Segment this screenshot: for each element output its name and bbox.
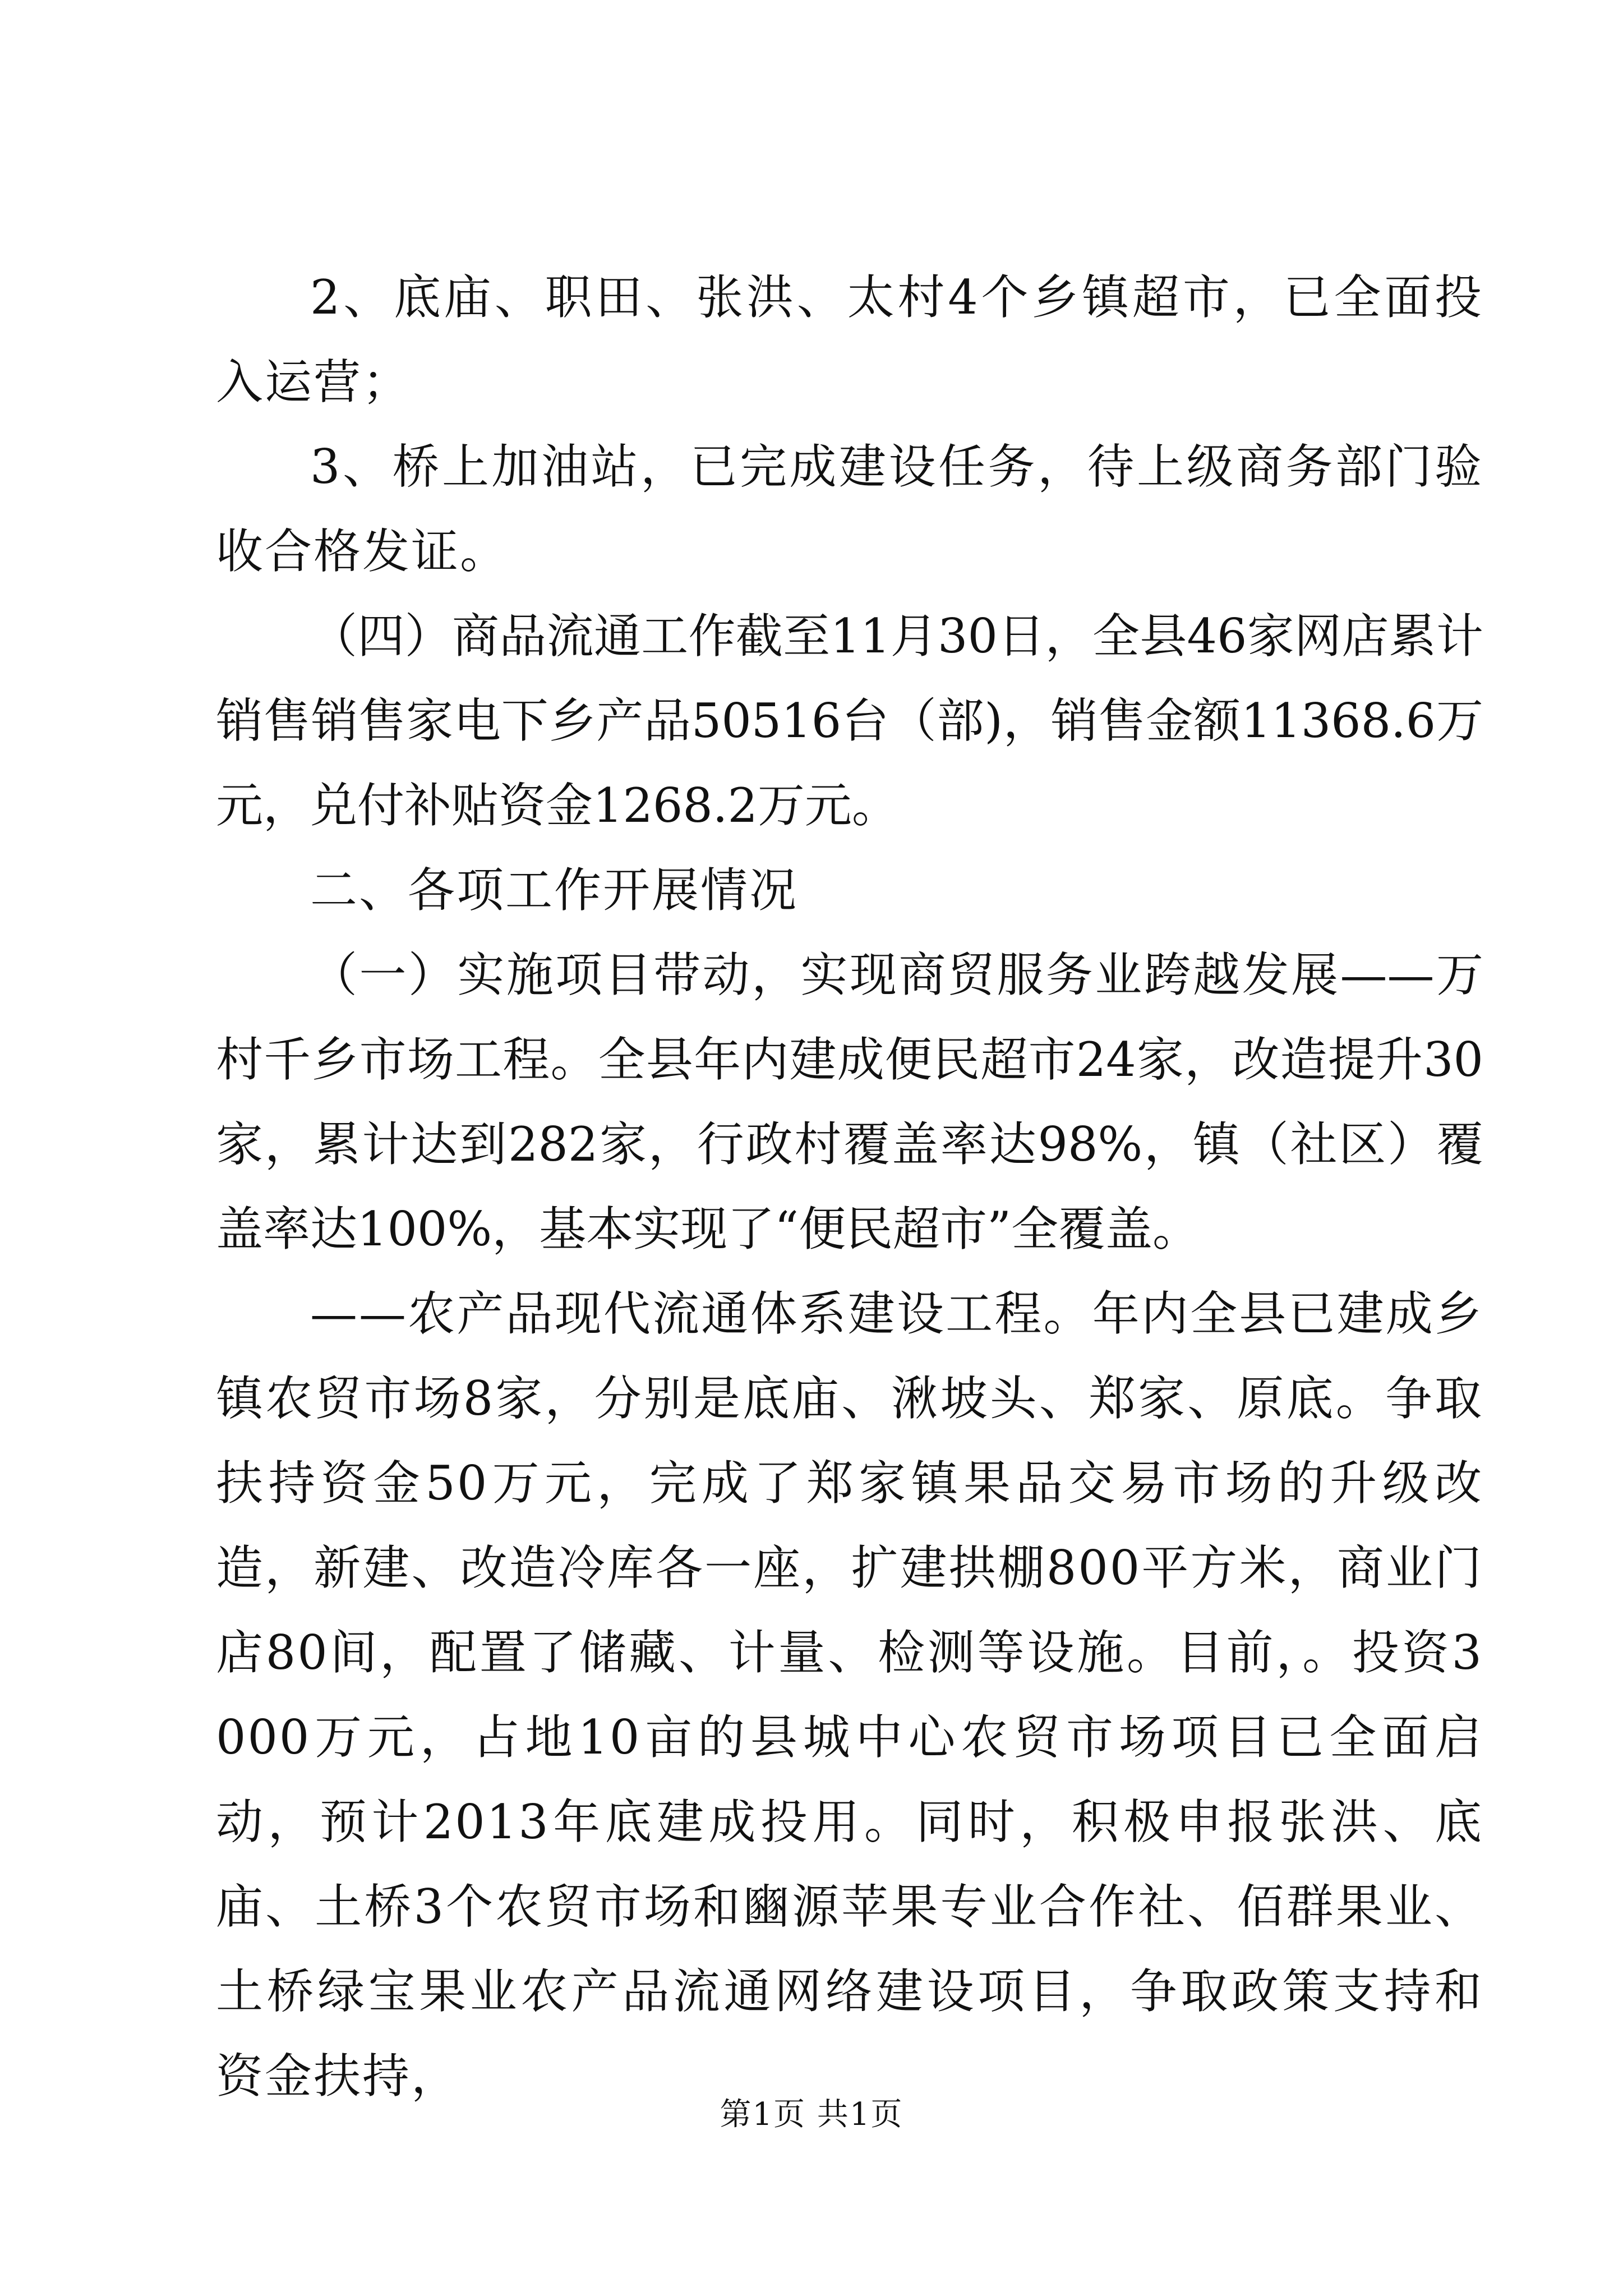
paragraph-commodity-circulation: （四）商品流通工作截至11月30日，全县46家网店累计销售销售家电下乡产品50516台（部)，销售金额11368.6万元，兑付补贴资金1268.2万元。 [216, 609, 1483, 833]
paragraph-gas-station: 3、桥上加油站，已完成建设任务，待上级商务部门验收合格发证。 [216, 439, 1483, 579]
page-footer: 第1页 共1页 [720, 2096, 903, 2133]
paragraph-agricultural-circulation: ——农产品现代流通体系建设工程。年内全县已建成乡镇农贸市场8家，分别是底庙、湫坡头、郑家、原底。争取扶持资金50万元，完成了郑家镇果品交易市场的升级改造，新建、改造冷库各一座，扩建拱棚800平方米，商业门店80间，配置了储藏、计量、检测等设施。目前，。投资3000万元，占地10亩的县城中心农贸市场项目已全面启动，预计2013年底建成投用。同时，积极申报张洪、底庙、土桥3个农贸市场和豳源苹果专业合作社、佰群果业、土桥绿宝果业农产品流通网络建设项目，争取政策支持和资金扶持， [216, 1286, 1483, 2104]
paragraph-market-project: （一）实施项目带动，实现商贸服务业跨越发展——万村千乡市场工程。全县年内建成便民超市24家，改造提升30家，累计达到282家，行政村覆盖率达98%，镇（社区）覆盖率达100%，基本实现了“便民超市”全覆盖。 [216, 947, 1483, 1257]
document-body [216, 255, 1483, 2119]
section-heading-work-progress: 二、各项工作开展情况 [310, 863, 799, 918]
paragraph-township-supermarkets: 2、底庙、职田、张洪、太村4个乡镇超市，已全面投入运营； [216, 270, 1483, 409]
